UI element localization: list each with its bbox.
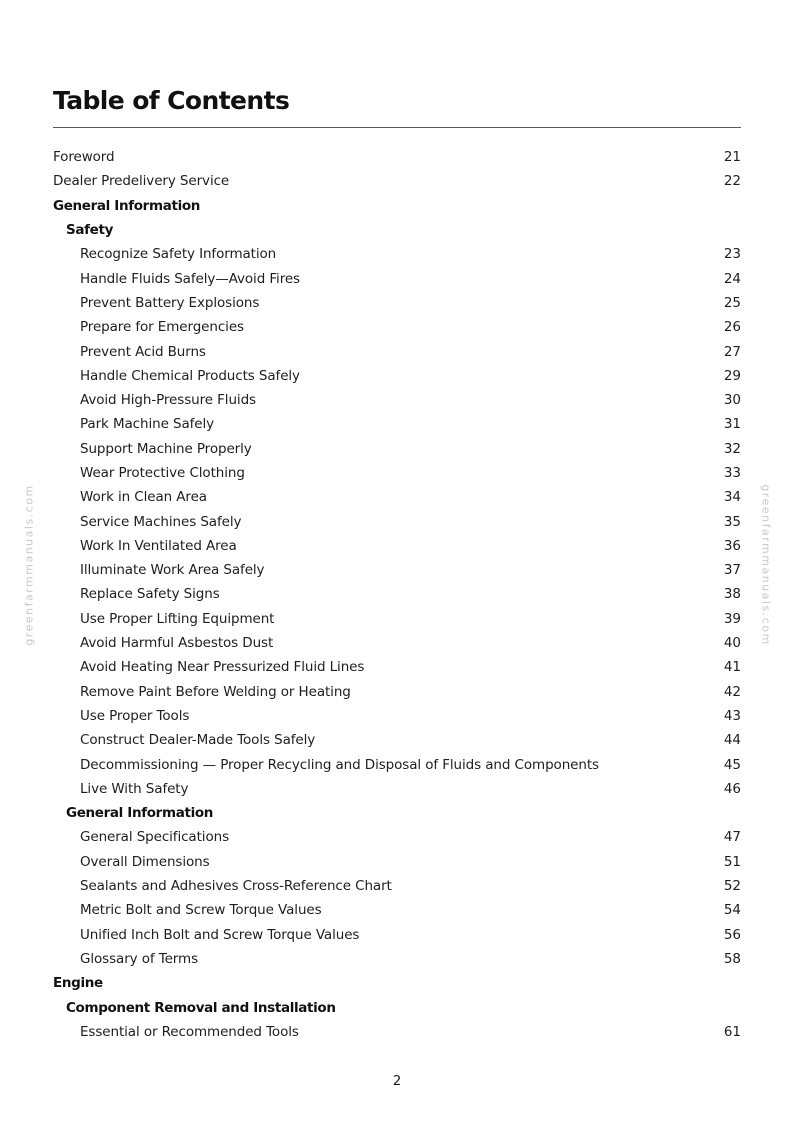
toc-entry[interactable] <box>53 850 741 874</box>
toc-entry[interactable] <box>53 388 741 412</box>
toc-entry[interactable] <box>53 412 741 436</box>
toc-entry[interactable] <box>53 169 741 193</box>
toc-entry-label: Work in Clean Area <box>80 489 207 506</box>
toc-entry-page-number: 44 <box>723 732 741 749</box>
toc-entry[interactable] <box>53 898 741 922</box>
toc-entry-label: Foreword <box>53 149 115 166</box>
toc-entry-label: Safety <box>66 222 114 239</box>
toc-entry-label: Unified Inch Bolt and Screw Torque Values <box>80 926 360 943</box>
toc-entry-page-number: 42 <box>723 683 741 700</box>
toc-entry[interactable] <box>53 655 741 679</box>
toc-entry-page-number: 33 <box>723 465 741 481</box>
watermark-right: greenfarmmanuals.com <box>759 484 773 646</box>
toc-entry[interactable] <box>53 364 741 388</box>
toc-entry-label: Recognize Safety Information <box>80 246 277 263</box>
toc-entry[interactable] <box>53 777 741 801</box>
page-number: 2 <box>392 1073 402 1089</box>
toc-entry-label: Service Machines Safely <box>80 513 242 530</box>
toc-entry-page-number: 24 <box>723 270 741 287</box>
toc-section-heading <box>53 971 741 995</box>
toc-entry-label: Park Machine Safely <box>80 416 215 433</box>
toc-entry-label: Support Machine Properly <box>80 440 252 457</box>
toc-entry-label: Handle Fluids Safely—Avoid Fires <box>80 270 300 287</box>
toc-entry-page-number: 54 <box>723 902 741 919</box>
toc-entry-label: Construct Dealer-Made Tools Safely <box>80 732 316 749</box>
toc-entry-label: Replace Safety Signs <box>80 586 220 603</box>
toc-entry-label: Component Removal and Installation <box>66 999 336 1016</box>
toc-entry[interactable] <box>53 534 741 558</box>
toc-section-heading <box>53 801 741 825</box>
toc-entry-page-number: 39 <box>723 610 741 627</box>
toc-entry[interactable] <box>53 1020 741 1044</box>
toc-entry[interactable] <box>53 728 741 752</box>
toc-entry[interactable] <box>53 266 741 290</box>
toc-entry-label: Sealants and Adhesives Cross-Reference Chart <box>80 878 392 895</box>
toc-entry-page-number: 43 <box>723 707 741 724</box>
toc-entry-label: Prevent Acid Burns <box>80 343 206 360</box>
toc-entry-label: Essential or Recommended Tools <box>80 1023 299 1040</box>
toc-entry-page-number: 38 <box>723 586 741 603</box>
toc-entry[interactable] <box>53 607 741 631</box>
toc-entry-label: Illuminate Work Area Safely <box>80 562 265 579</box>
toc-entry-page-number: 25 <box>723 294 741 311</box>
toc-entry[interactable] <box>53 825 741 849</box>
toc-entry-page-number: 26 <box>723 319 741 336</box>
toc-entry[interactable] <box>53 145 741 169</box>
toc-entry[interactable] <box>53 509 741 533</box>
toc-entry-page-number: 61 <box>723 1023 741 1040</box>
toc-entry[interactable] <box>53 923 741 947</box>
toc-entry[interactable] <box>53 631 741 655</box>
toc-entry-page-number: 31 <box>723 416 741 433</box>
toc-entry-page-number: 47 <box>723 829 741 846</box>
toc-entry-label: Use Proper Tools <box>80 707 190 724</box>
toc-entry-label: Remove Paint Before Welding or Heating <box>80 683 351 700</box>
toc-entry-page-number: 35 <box>723 513 741 530</box>
toc-entry-page-number: 27 <box>723 343 741 360</box>
toc-entry-label: Use Proper Lifting Equipment <box>80 610 275 627</box>
toc-entry-page-number: 23 <box>723 246 741 263</box>
toc-entry-label: Decommissioning — Proper Recycling and Disposal of Fluids and Components <box>80 756 599 773</box>
toc-entry-label: Live With Safety <box>80 780 189 797</box>
toc-entry-label: Dealer Predelivery Service <box>53 173 230 190</box>
toc-entry[interactable] <box>53 315 741 339</box>
toc-entry[interactable] <box>53 704 741 728</box>
toc-entry-label: Metric Bolt and Screw Torque Values <box>80 902 322 919</box>
toc-entry[interactable] <box>53 339 741 363</box>
toc-entry-page-number: 21 <box>723 149 741 166</box>
toc-list <box>53 145 741 1044</box>
toc-entry-page-number: 52 <box>723 878 741 895</box>
toc-entry[interactable] <box>53 461 741 485</box>
toc-entry-label: Avoid Harmful Asbestos Dust <box>80 635 274 652</box>
toc-entry-page-number: 37 <box>723 562 741 579</box>
toc-entry-page-number: 46 <box>723 780 741 797</box>
toc-entry[interactable] <box>53 558 741 582</box>
page-title: Table of Contents <box>53 86 290 115</box>
toc-entry-label: Prepare for Emergencies <box>80 319 244 336</box>
toc-entry-label: Wear Protective Clothing <box>80 465 245 481</box>
toc-entry[interactable] <box>53 242 741 266</box>
toc-entry-label: Avoid Heating Near Pressurized Fluid Lines <box>80 659 365 676</box>
toc-entry-label: Glossary of Terms <box>80 950 199 967</box>
toc-entry-page-number: 41 <box>723 659 741 676</box>
toc-entry-page-number: 32 <box>723 440 741 457</box>
toc-entry-page-number: 51 <box>723 853 741 870</box>
toc-entry-label: General Information <box>66 805 214 822</box>
toc-entry-page-number: 30 <box>723 392 741 409</box>
toc-section-heading <box>53 218 741 242</box>
toc-entry[interactable] <box>53 947 741 971</box>
toc-entry[interactable] <box>53 485 741 509</box>
toc-section-heading <box>53 995 741 1019</box>
toc-entry[interactable] <box>53 680 741 704</box>
toc-entry[interactable] <box>53 874 741 898</box>
toc-entry[interactable] <box>53 582 741 606</box>
toc-entry-label: Engine <box>53 975 103 992</box>
toc-entry-page-number: 58 <box>723 950 741 967</box>
toc-entry-page-number: 56 <box>723 926 741 943</box>
title-divider <box>53 127 741 128</box>
toc-entry[interactable] <box>53 437 741 461</box>
watermark-left: greenfarmmanuals.com <box>22 484 36 646</box>
toc-entry-label: Handle Chemical Products Safely <box>80 367 300 384</box>
toc-entry-label: General Information <box>53 197 201 214</box>
toc-entry-page-number: 36 <box>723 537 741 554</box>
toc-entry[interactable] <box>53 291 741 315</box>
toc-entry-label: Overall Dimensions <box>80 853 210 870</box>
toc-entry-page-number: 22 <box>723 173 741 190</box>
toc-entry-page-number: 34 <box>723 489 741 506</box>
toc-entry-page-number: 45 <box>723 756 741 773</box>
toc-entry-page-number: 29 <box>723 367 741 384</box>
toc-section-heading <box>53 194 741 218</box>
toc-entry-label: Avoid High-Pressure Fluids <box>80 392 256 409</box>
toc-entry-label: General Specifications <box>80 829 230 846</box>
toc-entry[interactable] <box>53 752 741 776</box>
toc-entry-label: Prevent Battery Explosions <box>80 294 260 311</box>
toc-entry-page-number: 40 <box>723 635 741 652</box>
toc-entry-label: Work In Ventilated Area <box>80 537 237 554</box>
